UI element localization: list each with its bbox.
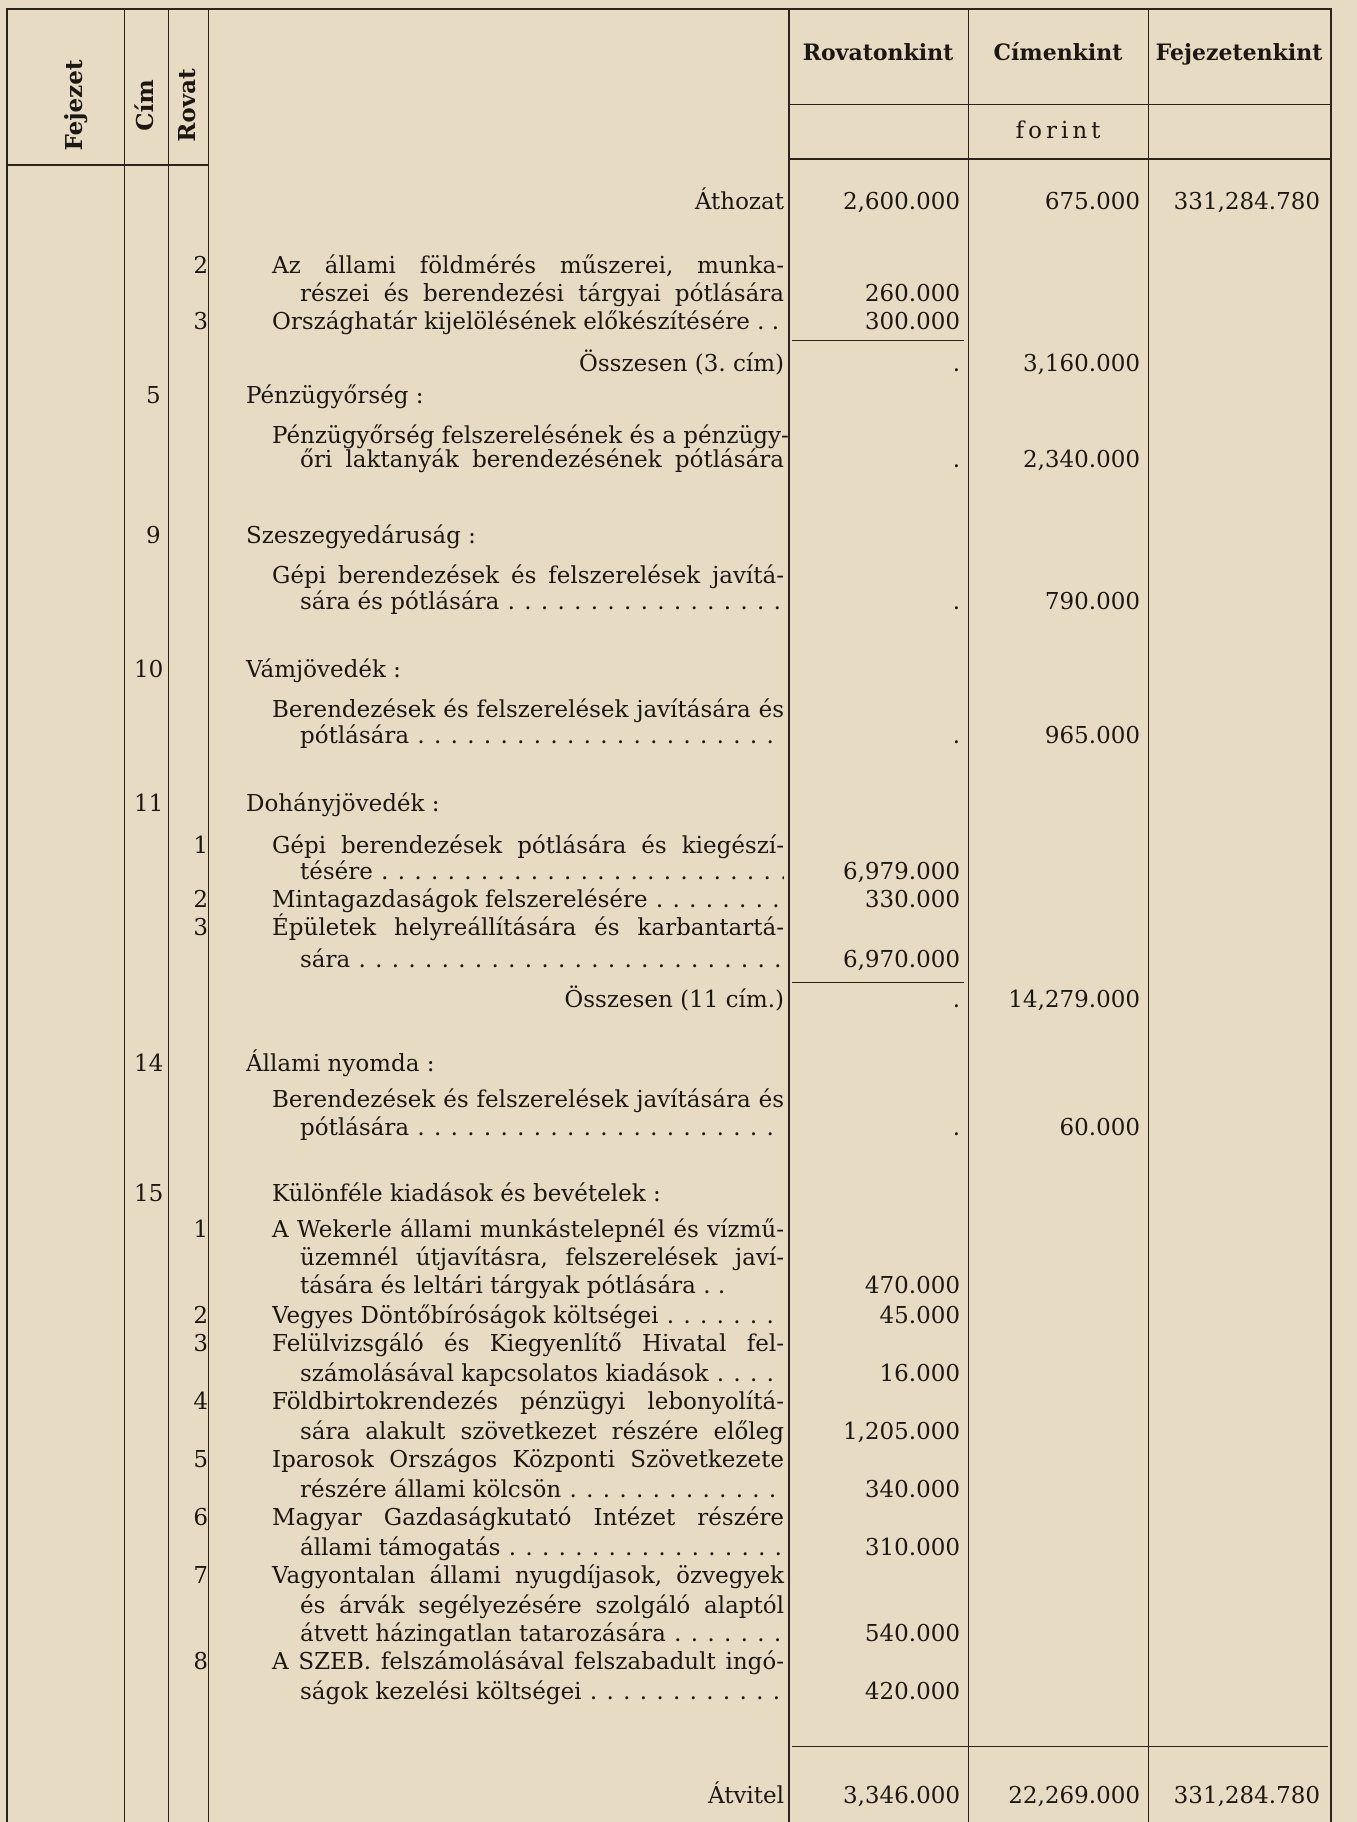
row-label: Gépi berendezések és felszerelések javítá- [272,563,784,589]
row-label: Pénzügyőrség felszerelésének és a pénzügy- [272,423,789,449]
amount-rovatonkint: 260.000 [864,281,960,307]
amount-fejezetenkint: 331,284.780 [1173,189,1320,215]
sum-rule [792,982,964,983]
table-row [0,1050,1357,1079]
amount-rovatonkint: 6,979.000 [842,859,960,885]
amount-rovatonkint: . [952,351,960,377]
section-title: Állami nyomda : [246,1051,435,1077]
row-label: Gépi berendezések pótlására és kiegészí- [272,833,784,859]
row-label: tésére . . . [300,858,784,887]
table-row [0,1114,1357,1143]
header-cimenkint: Címenkint [993,40,1123,66]
header-unit: forint [1015,118,1105,144]
table-row [0,308,1357,337]
rovat-number: 4 [193,1389,208,1415]
row-label: A Wekerle állami munkástelepnél és vízmű- [272,1217,784,1243]
table-row [0,886,1357,915]
row-label: állami támogatás . . . [300,1534,784,1563]
row-label: ságok kezelési költségei . . . [300,1678,784,1707]
cim-number: 14 [134,1051,164,1077]
amount-cimenkint: 3,160.000 [1022,351,1140,377]
table-row [0,1086,1357,1115]
table-row [0,280,1357,309]
header-rule-right [788,158,1330,160]
row-label: sára alakult szövetkezet részére előleg [300,1419,784,1445]
amount-rovatonkint: 310.000 [864,1535,960,1561]
rovat-number: 2 [193,1303,208,1329]
table-row [0,1216,1357,1245]
table-row [0,350,1357,379]
row-label: sára és pótlására . . . [300,588,784,617]
amount-rovatonkint: 330.000 [864,887,960,913]
row-label: számolásával kapcsolatos kiadások . . . [300,1360,784,1389]
header-fejezetenkint: Fejezetenkint [1155,40,1323,66]
table-row [0,986,1357,1015]
table-row [0,1418,1357,1447]
amount-rovatonkint: 6,970.000 [842,947,960,973]
row-label: Összesen (3. cím) [579,351,784,377]
section-title: Pénzügyőrség : [246,383,424,409]
rovat-number: 1 [193,1217,208,1243]
amount-rovatonkint: . [952,447,960,473]
table-row [0,1534,1357,1563]
table-row [0,1648,1357,1677]
row-label: Átvitel [707,1783,784,1809]
rovat-number: 3 [193,309,208,335]
row-label: Vagyontalan állami nyugdíjasok, özvegyek [272,1563,784,1589]
table-row [0,1330,1357,1359]
amount-rovatonkint: 2,600.000 [842,189,960,215]
amount-cimenkint: 22,269.000 [1008,1783,1140,1809]
row-label: Magyar Gazdaságkutató Intézet részére [272,1505,784,1531]
table-row [0,1180,1357,1209]
row-label: A SZEB. felszámolásával felszabadult ingó- [272,1649,784,1675]
amount-rovatonkint: 3,346.000 [842,1783,960,1809]
table-row [0,832,1357,861]
cim-number: 10 [134,657,164,683]
amount-rovatonkint: . [952,987,960,1013]
table-row [0,790,1357,819]
row-label: részei és berendezési tárgyai pótlására [300,281,784,307]
table-row [0,946,1357,975]
table-row [0,656,1357,685]
rovat-number: 3 [193,1331,208,1357]
amount-cimenkint: 790.000 [1044,589,1140,615]
amount-cimenkint: 675.000 [1044,189,1140,215]
row-label: és árvák segélyezésére szolgáló alaptól [300,1593,784,1619]
rovat-number: 8 [193,1649,208,1675]
table-row [0,914,1357,943]
rovat-number: 6 [193,1505,208,1531]
table-row [0,562,1357,591]
row-label: átvett házingatlan tatarozására . . . [300,1620,784,1649]
table-row [0,1782,1357,1811]
amount-rovatonkint: . [952,589,960,615]
table-row [0,858,1357,887]
row-label: Berendezések és felszerelések javítására és [272,697,784,723]
amount-rovatonkint: . [952,1115,960,1141]
cim-number: 9 [146,523,161,549]
amount-rovatonkint: 45.000 [879,1303,960,1329]
table-row [0,1446,1357,1475]
row-label: Épületek helyreállítására és karbantartá- [272,915,784,941]
amount-rovatonkint: 16.000 [879,1361,960,1387]
rovat-number: 3 [193,915,208,941]
section-title: Különféle kiadások és bevételek : [272,1181,661,1207]
cim-number: 5 [146,383,161,409]
table-row [0,188,1357,217]
amount-rovatonkint: 470.000 [864,1273,960,1299]
amount-cimenkint: 965.000 [1044,723,1140,749]
table-row [0,1592,1357,1621]
row-label: pótlására . . . [300,1114,784,1143]
table-row [0,382,1357,411]
amount-rovatonkint: 340.000 [864,1477,960,1503]
row-label: tására és leltári tárgyak pótlására . . [300,1273,726,1299]
row-label: Mintagazdaságok felszerelésére . . . [272,886,784,915]
table-row [0,1244,1357,1273]
amount-cimenkint: 2,340.000 [1022,447,1140,473]
table-row [0,522,1357,551]
row-label: Felülvizsgáló és Kiegyenlítő Hivatal fel- [272,1331,784,1357]
row-label: Vegyes Döntőbíróságok költségei . . . [272,1302,784,1331]
row-label: Országhatár kijelölésének előkészítésére . . [272,309,780,335]
table-row [0,446,1357,475]
top-border [6,8,1330,10]
rovat-number: 2 [193,253,208,279]
amount-rovatonkint: 1,205.000 [842,1419,960,1445]
rovat-number: 5 [193,1447,208,1473]
row-label: Földbirtokrendezés pénzügyi lebonyolítá- [272,1389,784,1415]
row-label: sára . . . [300,946,784,975]
amount-cimenkint: 14,279.000 [1008,987,1140,1013]
header-rovat: Rovat [174,68,201,142]
table-row [0,1388,1357,1417]
table-row [0,1476,1357,1505]
table-row [0,1620,1357,1649]
amount-cimenkint: 60.000 [1059,1115,1140,1141]
table-row [0,252,1357,281]
section-title: Vámjövedék : [246,657,401,683]
row-label: pótlására . . . [300,722,784,751]
amount-rovatonkint: . [952,723,960,749]
rovat-number: 2 [193,887,208,913]
section-title: Dohányjövedék : [246,791,440,817]
table-row [0,1272,1357,1301]
header-cim: Cím [132,79,159,131]
amount-rovatonkint: 420.000 [864,1679,960,1705]
table-row [0,1562,1357,1591]
row-label: Iparosok Országos Központi Szövetkezete [272,1447,784,1473]
table-row [0,588,1357,617]
table-row [0,1678,1357,1707]
amount-rovatonkint: 540.000 [864,1621,960,1647]
cim-number: 11 [134,791,164,817]
header-rule-columns [788,104,1330,105]
table-row [0,722,1357,751]
row-label: részére állami kölcsön . . . [300,1476,784,1505]
row-label: üzemnél útjavításra, felszerelések javí- [300,1245,784,1271]
table-row [0,1360,1357,1389]
row-label: Áthozat [694,189,784,215]
section-title: Szeszegyedáruság : [246,523,476,549]
sum-rule [792,1746,1328,1747]
row-label: őri laktanyák berendezésének pótlására [300,447,784,473]
amount-rovatonkint: 300.000 [864,309,960,335]
rovat-number: 1 [193,833,208,859]
table-row [0,1504,1357,1533]
row-label: Összesen (11 cím.) [564,987,784,1013]
sum-rule [792,340,964,341]
row-label: Berendezések és felszerelések javítására és [272,1087,784,1113]
table-row [0,1302,1357,1331]
rovat-number: 7 [193,1563,208,1589]
row-label: Az állami földmérés műszerei, munka- [272,253,784,279]
header-rovatonkint: Rovatonkint [802,40,954,66]
table-row [0,696,1357,725]
amount-fejezetenkint: 331,284.780 [1173,1783,1320,1809]
cim-number: 15 [134,1181,164,1207]
header-fejezet: Fejezet [61,59,88,151]
